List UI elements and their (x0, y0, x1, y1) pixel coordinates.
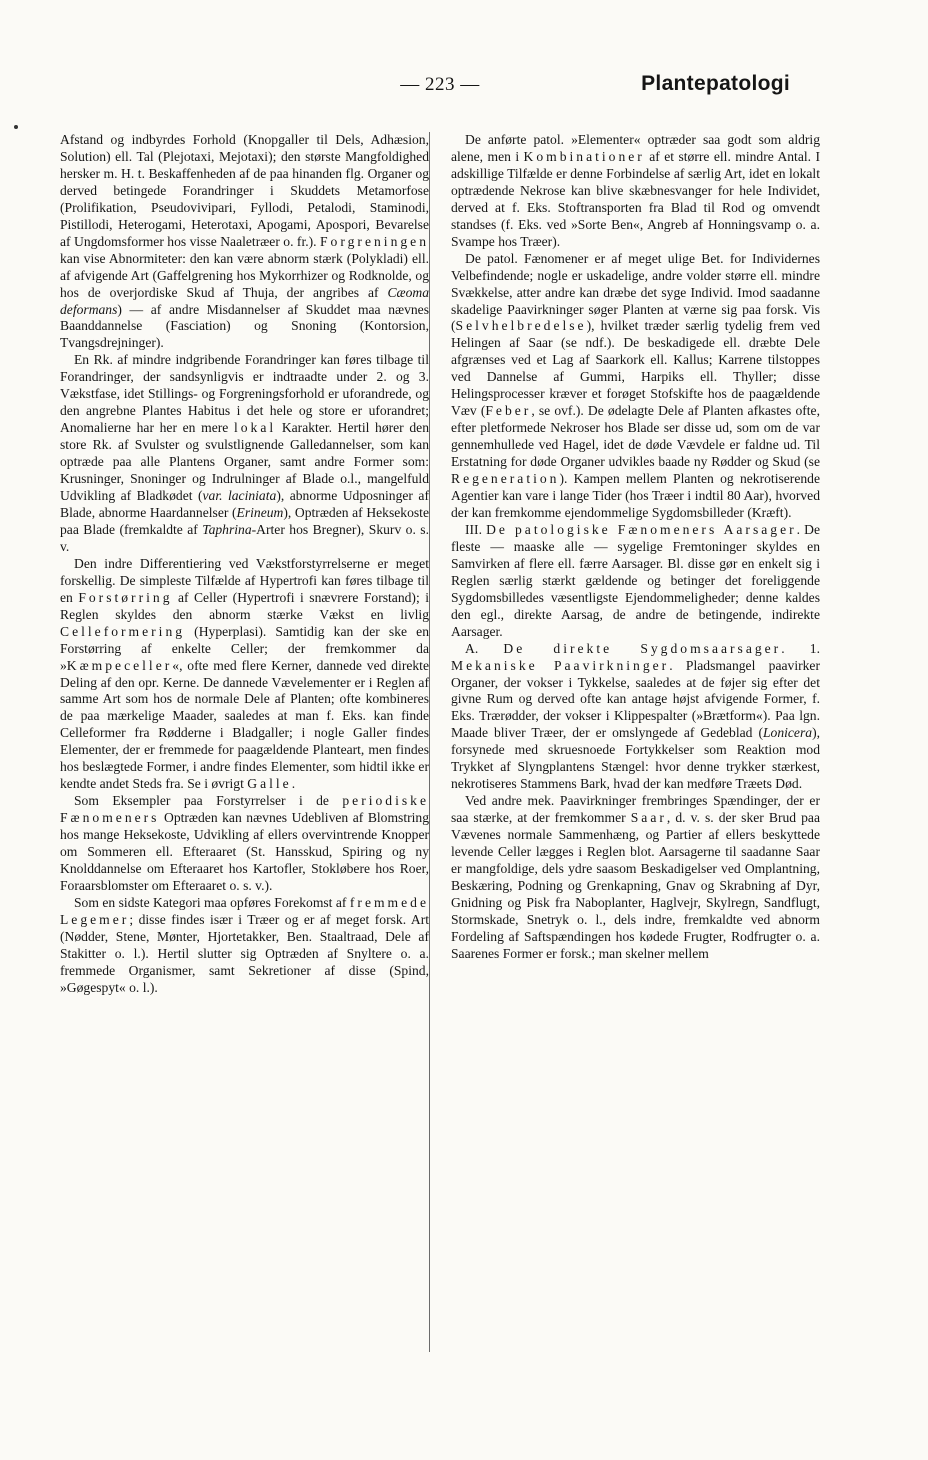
text-run: Afstand og indbyrdes Forhold (Knopgaller til Dels, Adhæsion, Solution) ell. Tal (Plejotaxi, Mejotaxi); den største Mangfoldighed hersker m. H. t. Beskaffenheden af de paa hinanden flg. Organer og derved betingede Forandringer i Skuddets Metamorfose (Prolifikation, Pseudovivipari, Fyllodi, Petalodi, Staminodi, Pistillodi, Heterogami, Heterotaxi, Apogami, Apospori, Bevarelse af Ungdomsformer hos visse Naaletræer o. fr.). (60, 132, 429, 249)
italic-term: Erineum (236, 504, 284, 520)
text-run: ), hvilket træder særlig tydelig frem ved Helingen af Saar (se ndf.). De beskadigede ell. dræbte Dele afgrænses ved et Lag af Saarkork ell. Kallus; Karrene tilstoppes ved Dannelse af Gummi, Harpiks ell. Thyller; disse Helingsprocesser kræver et forøget Stofskifte hos de paagældende Væv ( (451, 318, 820, 419)
text-run: Optræden kan nævnes Udebliven af Blomstring hos mange Heksekoste, Udvikling af ellers overvintrende Knopper om Sommeren ell. Efteraaret (St. Hansskud, Spiring og ny Knolddannelse om Efteraaret hos Kartofler, Stokløbere hos Roer, Foraarsblomster om Efteraaret o. s. v.). (60, 810, 429, 893)
text-run: ), Optræden af Heksekoste paa Blade (fremkaldte af (60, 504, 429, 537)
italic-term: Cæoma deformans (60, 284, 429, 317)
paragraph (451, 132, 820, 251)
text-run: ), abnorme Udposninger af Blade, abnorme Haardannelser ( (60, 488, 429, 520)
paragraph (451, 251, 820, 522)
spaced-term: Mekaniske Paavirkninger (451, 657, 670, 673)
page-number: — 223 — (400, 74, 480, 95)
spaced-term: Saar (630, 810, 667, 826)
spaced-term: Galle (247, 776, 292, 792)
left-column (60, 132, 429, 997)
text-run: De patol. Fænomener er af meget ulige Bet. for Individernes Velbefindende; nogle er uskadelige, andre volder større ell. mindre Svækkelse, atter andre kan dræbe det syge Individ. Imod saadanne skadelige Paavirkninger søger Planten at værne sig paa forsk. Vis ( (451, 250, 820, 334)
spaced-term: Kæmpeceller (66, 657, 173, 673)
text-run: , d. v. s. der sker Brud paa Vævenes normale Sammenhæng, og Partier af ellers beskyttede levende Celler lægges i Reglen blot. Aarsagerne til saadanne Saar er mangfoldige, dels ydre saasom Beskadigelser ved Omplantning, Beskæring, Podning og Grenkapning, Gnav og Skrabning af Dyr, Gnidning og Pisk fra Naboplanter, Haglvejr, Skylregn, Sandflugt, Stormskade, Snetryk o. l., dels indre, fremkaldte ved abnorm Fordeling af Saftspændingen hos kødede Frugter, Rodfrugter o. a. Saarenes Former er forsk.; man skelner mellem (451, 810, 820, 961)
text-run: , se ovf.). De ødelagte Dele af Planten afkastes ofte, efter pletformede Nekroser hos Blade ser disse ud, som om de var gennemhullede ved Hagel, idet de døde Vævdele er faldne ud. Til Erstatning for døde Organer udvikles baade ny Rødder og Skud (se (451, 403, 820, 470)
column-divider (429, 132, 430, 1352)
text-run: De anførte patol. »Elementer« optræder saa godt som aldrig alene, men i (451, 132, 820, 164)
text-run: Som en sidste Kategori maa opføres Forekomst af (74, 894, 350, 910)
paragraph (451, 641, 820, 794)
text-run: kan vise Abnormiteter: den kan være abnorm stærk (Polykladi) ell. af afvigende Art (Gaffelgrening hos Mykorrhizer og Rodknolde, og hos de overjordiske Skud af Thuja, der angribes af (60, 250, 429, 300)
spaced-term: Celleformering (60, 623, 186, 639)
text-run: En Rk. af mindre indgribende Forandringer kan føres tilbage til Forandringer, der sandsynligvis er indtraadte under 2. og 3. Vækstfase, idet Stillings- og Forgreningsforhold er uforandrede, og den angrebne Plantes Habitus i det hele og store er uforandret; Anomalierne har her en mere (60, 352, 429, 436)
text-run: (Hyperplasi). Samtidig kan der ske en Forstørring af enkelte Celler; der fremkommer da » (60, 623, 429, 673)
text-run: . (291, 776, 296, 792)
text-run: Den indre Differentiering ved Vækstforstyrrelserne er meget forskellig. De simpleste Tilfælde af Hypertrofi kan føres tilbage til en (60, 555, 429, 605)
text-run: ), forsynede med skruesnoede Fortykkelser som Reaktion mod Trykket af Slyngplantens Stængel: hvor denne trykker stærkest, nekrotiseres Stammens Bark, hvad der kan medføre Træets Død. (451, 725, 820, 792)
text-run: . De fleste — maaske alle — sygelige Fremtoninger skyldes en Samvirken af flere ell. færre Aarsager. Bl. disse gør en enkelt sig i Reglen særlig stærkt gældende og betinger det foreliggende Sygdomsbilledes væsentligste Ejendommeligheder; denne kaldes den egl., direkte Aarsag, de andre de betingende, indirekte Aarsager. (451, 521, 820, 639)
paragraph (60, 895, 429, 997)
paragraph (451, 522, 820, 641)
text-run: ). Kampen mellem Planten og nekrotiserende Agentier kan vare i lange Tider (hos Træer i indtil 80 Aar), hvorved der kan fremkomme ejendommelige Sygdomsbilleder (Kræft). (451, 471, 820, 520)
margin-mark (14, 125, 18, 129)
text-run: af Celler (Hypertrofi i snævrere Forstand); i Reglen skyldes den abnorm stærke Vækst en livlig (60, 589, 429, 622)
spaced-term: Forgreningen (320, 233, 429, 249)
spaced-term: Feber (485, 403, 532, 419)
text-run: . Pladsmangel paavirker Organer, der vokser i Tykkelse, saaledes at de føjer sig efter det givne Rum og derved ofte kan antage højst afvigende Former, f. Eks. Trærødder, der vokser i Klippespalter (»Brætform«). Paa lgn. Maade bliver Træer, der er omslyngede af Gedeblad ( (451, 657, 820, 741)
italic-term: Lonicera (762, 725, 813, 741)
text-run: «, ofte med flere Kerner, dannede ved direkte Deling af den opr. Kerne. De dannede Vævelementer er i Reglen af samme Art som hos de normale Dele af Planten; ofte kombineres de paa mærkelige Maader, saaledes at man f. Eks. kan finde Celleformer fra Rødderne i Bladgaller; i nogle Galler findes Elementer, der er fremmede for paagældende Planteart, men findes hos beslægtede Former, i andre findes Elementer, som hidtil ikke er kendte andet Steds fra. Se i øvrigt (60, 657, 429, 792)
paragraph (60, 793, 429, 895)
paragraph (60, 352, 429, 555)
running-title: Plantepatologi (641, 72, 790, 95)
spaced-term: Forstørring (78, 589, 173, 605)
spaced-term: De patologiske Fænomeners Aarsager (486, 521, 797, 537)
spaced-term: Selvhelbredelse (455, 318, 587, 334)
text-run: ) — af andre Misdannelser af Skuddet maa nævnes Baanddannelse (Fasciation) og Snoning (Kontorsion, Tvangsdrejninger). (60, 301, 429, 351)
right-column (451, 132, 820, 963)
spaced-term: De direkte Sygdomsaarsager (503, 640, 782, 656)
spaced-term: fremmede Legemer (60, 894, 429, 927)
text-run: Som Eksempler paa Forstyrrelser i de (74, 793, 343, 809)
text-run: A. (465, 640, 504, 656)
text-run: . 1. (781, 640, 820, 656)
spaced-term: periodiske Fænomeners (60, 793, 429, 826)
text-run: Ved andre mek. Paavirkninger frembringes Spændinger, der er saa stærke, at der fremkommer (451, 793, 820, 826)
italic-term: var. laciniata (202, 488, 277, 504)
text-run: ; disse findes især i Træer og er af meget forsk. Art (Nødder, Stene, Mønter, Hjortetakker, Ben. Staaltraad, Dele af Stakitter o. l.). Hertil slutter sig Optræden af Snyltere o. a. fremmede Organismer, samt Sekretioner af disse (Spind, »Gøgespyt« o. l.). (60, 911, 429, 995)
text-run: Karakter. Hertil hører den store Rk. af Svulster og svulstlignende Galledannelser, som kan optræde paa alle Plantens Organer, samt andre Former som: Krusninger, Snoninger og Indrulninger af Blade o.l., mangelfuld Udvikling af Bladkødet ( (60, 420, 429, 504)
text-run: III. (465, 521, 487, 537)
paragraph (60, 556, 429, 793)
spaced-term: lokal (233, 420, 277, 436)
spaced-term: Regeneration (451, 471, 560, 487)
italic-term: Taphrina (202, 521, 252, 537)
paragraph (451, 793, 820, 963)
text-run: -Arter hos Bregner), Skurv o. s. v. (60, 521, 429, 554)
text-run: af et større ell. mindre Antal. I adskillige Tilfælde er denne Forbindelse af særlig Art, idet en lokalt optrædende Nekrose kan blive skæbnesvanger for hele Individet, derved at f. Eks. Stoftransporten fra Blad til Rod og omvendt standses (f. Eks. ved »Sorte Ben«, Angreb af Honningsvamp o. a. Svampe hos Træer). (451, 148, 820, 249)
spaced-term: Kombinationer (523, 148, 645, 164)
paragraph (60, 132, 429, 352)
